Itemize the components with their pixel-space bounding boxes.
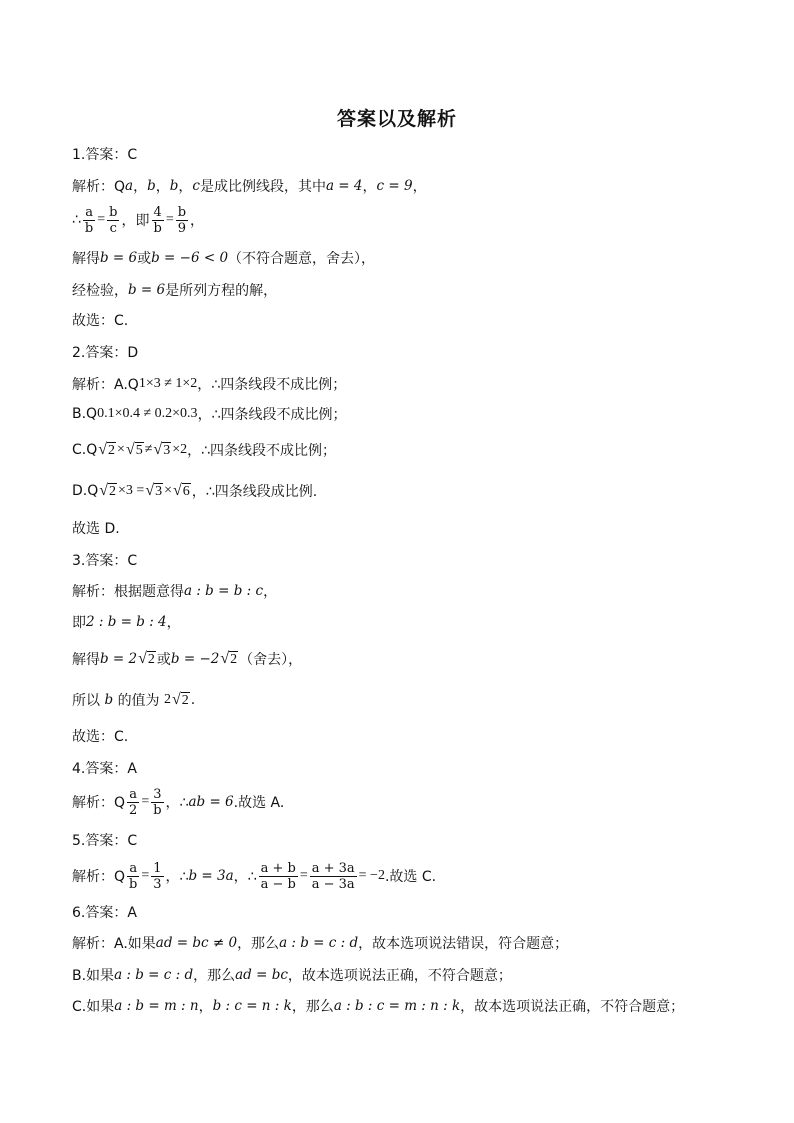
q3-line2: 即 2 : b = b : 4 ， [72,614,181,631]
sqrt: √ 2 [138,650,155,667]
sqrt: √ 6 [173,482,190,499]
page-title: 答案以及解析 [336,108,457,130]
sqrt: √ 2 [220,650,238,667]
q1-line2: ∴ $\frac{a}{b}$ = $\frac{b}{c}$ ，即 $\frac{4}{b}$ = $\frac{b}{9}$ ， [72,204,205,236]
q1-line4: 经检验， b = 6 是所列方程的解， [72,282,278,299]
fraction: $\frac{b}{9}$ [177,204,187,236]
fraction: $\frac{a}{2}$ [129,786,138,818]
fraction: $\frac{a}{b}$ [129,860,138,892]
q5-line1: 解析：Q $\frac{a}{b}$ = $\frac{1}{3}$ ，∴ b = 3a ，∴ $\frac{a + b}{a - b}$ = $\frac{a + 3a}{a - 3a}$ = −2 .故选 C. [72,860,437,892]
q3-line3: 解得 b = 2 √ 2 或 b = −2 √ 2 （舍去）， [72,650,303,668]
q2-answer: 2.答案：D [72,345,139,361]
sqrt: √ 5 [125,441,143,458]
q6-answer: 6.答案：A [72,905,137,921]
fraction: $\frac{1}{3}$ [153,860,162,892]
q2-line4: D.Q √ 2 ×3 = √ 3 × √ 6 ，∴四条线段成比例. [72,482,318,500]
sqrt: √ 2 [172,691,189,708]
q1-line3: 解得 b = 6 或 b = −6 < 0 （不符合题意，舍去）， [72,250,376,267]
q1-line1: 解析：Q a ， b ， b ， c 是成比例线段，其中 a = 4 ， c = 9 ， [72,178,427,195]
q4-line1: 解析：Q $\frac{a}{2}$ = $\frac{3}{b}$ ，∴ ab = 6 .故选 A. [72,786,285,818]
fraction: $\frac{a + b}{a - b}$ [260,860,296,892]
q4-answer: 4.答案：A [72,761,137,777]
q2-line2: B.Q 0.1×0.4 ≠ 0.2×0.3 ，∴四条线段不成比例； [72,406,347,423]
sqrt: √ 3 [153,441,171,458]
fraction: $\frac{a}{b}$ [84,204,94,236]
q1-answer: 1.答案：C [72,147,138,163]
q1-line5: 故选：C. [72,313,129,329]
q3-line4: 所以 b 的值为 2 √ 2 . [72,691,196,709]
q3-line5: 故选：C. [72,729,129,745]
sqrt: √ 2 [98,441,116,458]
sqrt: √ 2 [99,482,117,499]
fraction: $\frac{a + 3a}{a - 3a}$ [311,860,355,892]
q3-answer: 3.答案：C [72,553,138,569]
q2-line3: C.Q √ 2 × √ 5 ≠ √ 3 ×2 ，∴四条线段不成比例； [72,441,337,459]
fraction: $\frac{4}{b}$ [153,204,162,236]
fraction: $\frac{b}{c}$ [109,204,118,236]
q6-line1: 解析：A.如果 ad = bc ≠ 0 ，那么 a : b = c : d ，故本选项说法错误，符合题意； [72,935,569,952]
sqrt: √ 3 [145,482,163,499]
q6-line3: C.如果 a : b = m : n ， b : c = n : k ，那么 a : b : c = m : n : k ，故本选项说法正确，不符合题意； [72,998,685,1015]
q2-line5: 故选 D. [72,521,120,537]
fraction: $\frac{3}{b}$ [153,786,162,818]
q5-answer: 5.答案：C [72,833,138,849]
q2-line1: 解析：A.Q 1×3 ≠ 1×2 ，∴四条线段不成比例； [72,376,347,393]
q6-line2: B.如果 a : b = c : d ，那么 ad = bc ，故本选项说法正确，不符合题意； [72,967,512,984]
q3-line1: 解析：根据题意得 a : b = b : c ， [72,583,278,600]
